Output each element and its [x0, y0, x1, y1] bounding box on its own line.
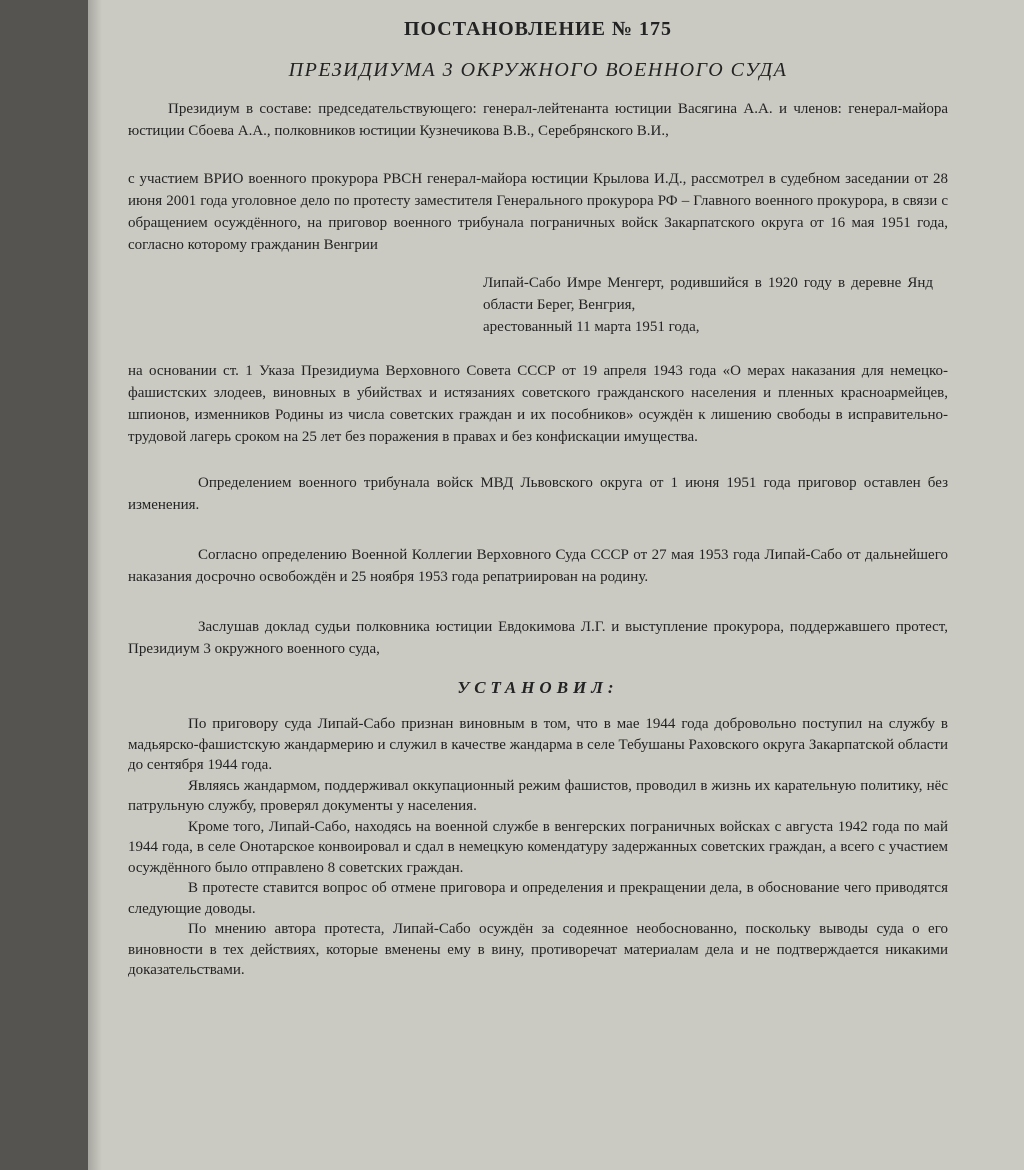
document-body [128, 10, 948, 981]
participation-paragraph: с участием ВРИО военного прокурора РВСН генерал-майора юстиции Крылова И.Д., рассмотрел в судебном заседании от 28 июня 2001 года уголовное дело по протесту заместителя Генерального прокурора РФ – Главного военного прокурора, в связи с обращением осуждённого, на приговор военного трибунала пограничных войск Закарпатского округа от 16 мая 1951 года, согласно которому гражданин Венгрии [128, 171, 948, 253]
document-subtitle: ПРЕЗИДИУМА 3 ОКРУЖНОГО ВОЕННОГО СУДА [288, 59, 788, 81]
document-title: ПОСТАНОВЛЕНИЕ № 175 [403, 18, 673, 40]
person-arrest-date: арестованный 11 марта 1951 года, [483, 319, 700, 335]
person-name-birth: Липай-Сабо Имре Менгерт, родившийся в 1920 году в деревне Янд области Берег, Венгрия, [483, 275, 933, 313]
body-paragraph: Кроме того, Липай-Сабо, находясь на военной службе в венгерских пограничных войсках с августа 1942 года по май 1944 года, в селе Онотарское конвоировал и сдал в немецкую комендатуру задержанных советских граждан, а всего с участием осуждённого было отправлено 8 советских граждан. [128, 818, 948, 876]
body-paragraph: По приговору суда Липай-Сабо признан виновным в том, что в мае 1944 года добровольно поступил на службу в мадьярско-фашистскую жандармерию и служил в качестве жандарма в селе Тебушаны Раховского округа Закарпатской области до сентября 1944 года. [128, 716, 948, 773]
body-paragraph: По мнению автора протеста, Липай-Сабо осуждён за содеянное необоснованно, поскольку выводы суда о его виновности в тех действиях, которые вменены ему в вину, противоречат материалам дела и не подтверждается никакими доказательствами. [128, 921, 948, 978]
tribunal-ruling-paragraph: Определением военного трибунала войск МВД Львовского округа от 1 июня 1951 года приговор оставлен без изменения. [128, 475, 948, 513]
convicted-person-block [483, 272, 933, 338]
body-paragraph: В протесте ставится вопрос об отмене приговора и определения и прекращении дела, в обоснование чего приводятся следующие доводы. [128, 880, 948, 917]
page-edge-shadow [88, 0, 102, 1170]
court-composition-paragraph: Президиум в составе: председательствующего: генерал-лейтенанта юстиции Васягина А.А. и членов: генерал-майора юстиции Сбоева А.А., полковников юстиции Кузнечикова В.В., Серебрянского В.И., [128, 101, 948, 139]
sentence-basis-paragraph: на основании ст. 1 Указа Президиума Верховного Совета СССР от 19 апреля 1943 года «О мерах наказания для немецко-фашистских злодеев, виновных в убийствах и истязаниях советского гражданского населения и пленных красноармейцев, шпионов, изменников Родины из числа советских граждан и их пособников» осуждён к лишению свободы в исправительно-трудовой лагерь сроком на 25 лет без поражения в правах и без конфискации имущества. [128, 363, 948, 445]
established-heading: УСТАНОВИЛ: [457, 678, 619, 697]
collegium-ruling-paragraph: Согласно определению Военной Коллегии Верховного Суда СССР от 27 мая 1953 года Липай-Сабо от дальнейшего наказания досрочно освобождён и 25 ноября 1953 года репатриирован на родину. [128, 547, 948, 585]
document-page [88, 0, 1024, 1170]
body-paragraph: Являясь жандармом, поддерживал оккупационный режим фашистов, проводил в жизнь их карательную политику, нёс патрульную службу, проверял документы у населения. [128, 777, 948, 814]
hearing-paragraph: Заслушав доклад судьи полковника юстиции Евдокимова Л.Г. и выступление прокурора, поддержавшего протест, Президиум 3 окружного военного суда, [128, 619, 948, 657]
